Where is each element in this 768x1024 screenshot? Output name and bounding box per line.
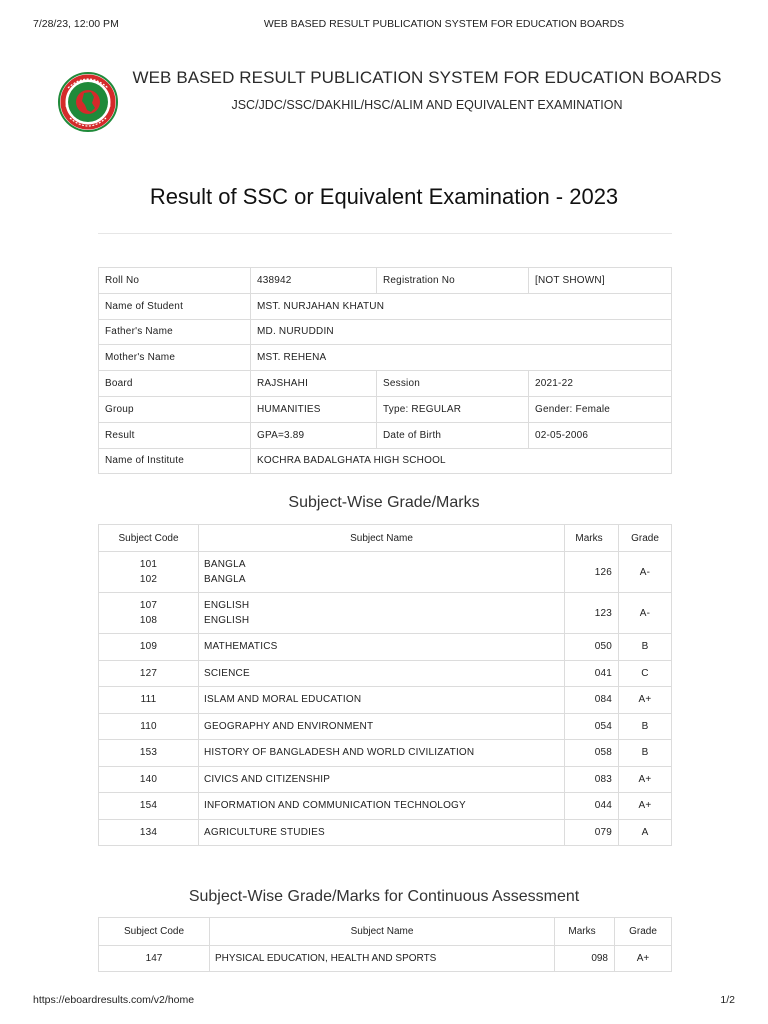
type-value: Type: REGULAR [377, 396, 529, 422]
header-marks: Marks [565, 525, 619, 552]
grade: B [619, 740, 672, 767]
institute-value: KOCHRA BADALGHATA HIGH SCHOOL [251, 448, 672, 474]
subject-name: PHYSICAL EDUCATION, HEALTH AND SPORTS [210, 946, 555, 972]
table-row [99, 766, 672, 793]
subject-name: ENGLISH [204, 600, 250, 611]
session-value: 2021-22 [529, 371, 672, 397]
divider [98, 233, 672, 234]
site-banner [0, 60, 768, 150]
subject-code: 147 [99, 946, 210, 972]
marks: 054 [565, 713, 619, 740]
subject-name: INFORMATION AND COMMUNICATION TECHNOLOGY [199, 793, 565, 820]
grade: C [619, 660, 672, 687]
table-header-row [99, 918, 672, 946]
subject-code: 108 [139, 615, 158, 626]
student-name-value: MST. NURJAHAN KHATUN [251, 293, 672, 319]
table-row [99, 819, 672, 846]
session-label: Session [377, 371, 529, 397]
subject-code: 110 [99, 713, 199, 740]
subject-code: 127 [99, 660, 199, 687]
grades-section-title: Subject-Wise Grade/Marks [288, 494, 480, 511]
grade: A+ [619, 793, 672, 820]
group-value: HUMANITIES [251, 396, 377, 422]
grades-table [98, 524, 672, 846]
marks: 041 [565, 660, 619, 687]
group-label: Group [99, 396, 251, 422]
info-row [99, 345, 672, 371]
grade: A- [619, 552, 672, 593]
subject-code: 111 [99, 687, 199, 714]
subject-name: BANGLA [204, 559, 246, 570]
gender-value: Gender: Female [529, 396, 672, 422]
header-grade: Grade [615, 918, 672, 946]
marks: 098 [555, 946, 615, 972]
marks: 058 [565, 740, 619, 767]
subject-code: 154 [99, 793, 199, 820]
grade: A [619, 819, 672, 846]
dob-label: Date of Birth [377, 422, 529, 448]
father-name-value: MD. NURUDDIN [251, 319, 672, 345]
subject-code: 134 [99, 819, 199, 846]
subject-code: 101 [139, 559, 158, 570]
info-row [99, 268, 672, 294]
board-value: RAJSHAHI [251, 371, 377, 397]
subject-code: 109 [99, 634, 199, 661]
subject-code-cell [99, 552, 199, 593]
system-subtitle: JSC/JDC/SSC/DAKHIL/HSC/ALIM AND EQUIVALENT EXAMINATION [231, 98, 623, 112]
subject-code: 107 [139, 600, 158, 611]
result-label: Result [99, 422, 251, 448]
mother-name-label: Mother's Name [99, 345, 251, 371]
info-row [99, 319, 672, 345]
mother-name-value: MST. REHENA [251, 345, 672, 371]
marks: 126 [565, 552, 619, 593]
subject-name-cell [199, 593, 565, 634]
header-marks: Marks [555, 918, 615, 946]
info-row [99, 448, 672, 474]
marks: 079 [565, 819, 619, 846]
roll-value: 438942 [251, 268, 377, 294]
table-row [99, 740, 672, 767]
subject-name: SCIENCE [199, 660, 565, 687]
print-footer [0, 994, 768, 1024]
result-value: GPA=3.89 [251, 422, 377, 448]
marks: 044 [565, 793, 619, 820]
grade: A+ [615, 946, 672, 972]
grade: B [619, 713, 672, 740]
government-seal-logo [58, 66, 118, 138]
system-title: WEB BASED RESULT PUBLICATION SYSTEM FOR EDUCATION BOARDS [132, 68, 722, 87]
subject-code-cell [99, 593, 199, 634]
print-header [0, 0, 768, 40]
subject-name: MATHEMATICS [199, 634, 565, 661]
subject-code: 140 [99, 766, 199, 793]
grade: A+ [619, 687, 672, 714]
grade: B [619, 634, 672, 661]
marks: 083 [565, 766, 619, 793]
subject-code: 153 [99, 740, 199, 767]
page-number: 1/2 [720, 994, 735, 1006]
student-name-label: Name of Student [99, 293, 251, 319]
table-row [99, 593, 672, 634]
table-row [99, 552, 672, 593]
table-row [99, 946, 672, 972]
father-name-label: Father's Name [99, 319, 251, 345]
grade: A- [619, 593, 672, 634]
table-row [99, 634, 672, 661]
student-info-table [98, 267, 672, 474]
marks: 084 [565, 687, 619, 714]
subject-name: ENGLISH [204, 615, 250, 626]
header-subject-code: Subject Code [99, 525, 199, 552]
table-row [99, 713, 672, 740]
header-subject-name: Subject Name [210, 918, 555, 946]
info-row [99, 396, 672, 422]
subject-code: 102 [139, 574, 158, 585]
subject-name: HISTORY OF BANGLADESH AND WORLD CIVILIZATION [199, 740, 565, 767]
table-header-row [99, 525, 672, 552]
dob-value: 02-05-2006 [529, 422, 672, 448]
page-url: https://eboardresults.com/v2/home [33, 994, 195, 1006]
info-row [99, 293, 672, 319]
continuous-assessment-table [98, 917, 672, 972]
print-datetime: 7/28/23, 12:00 PM [33, 18, 119, 30]
subject-name-cell [199, 552, 565, 593]
info-row [99, 371, 672, 397]
header-grade: Grade [619, 525, 672, 552]
registration-value: [NOT SHOWN] [529, 268, 672, 294]
grade: A+ [619, 766, 672, 793]
table-row [99, 687, 672, 714]
subject-name: GEOGRAPHY AND ENVIRONMENT [199, 713, 565, 740]
header-subject-code: Subject Code [99, 918, 210, 946]
board-label: Board [99, 371, 251, 397]
subject-name: AGRICULTURE STUDIES [199, 819, 565, 846]
info-row [99, 422, 672, 448]
roll-label: Roll No [99, 268, 251, 294]
print-page-title: WEB BASED RESULT PUBLICATION SYSTEM FOR EDUCATION BOARDS [263, 18, 625, 30]
table-row [99, 660, 672, 687]
registration-label: Registration No [377, 268, 529, 294]
continuous-assessment-title: Subject-Wise Grade/Marks for Continuous Assessment [188, 888, 580, 905]
marks: 123 [565, 593, 619, 634]
subject-name: BANGLA [204, 574, 246, 585]
header-subject-name: Subject Name [199, 525, 565, 552]
subject-name: ISLAM AND MORAL EDUCATION [199, 687, 565, 714]
marks: 050 [565, 634, 619, 661]
table-row [99, 793, 672, 820]
result-title: Result of SSC or Equivalent Examination - 2023 [149, 184, 619, 209]
subject-name: CIVICS AND CITIZENSHIP [199, 766, 565, 793]
institute-label: Name of Institute [99, 448, 251, 474]
